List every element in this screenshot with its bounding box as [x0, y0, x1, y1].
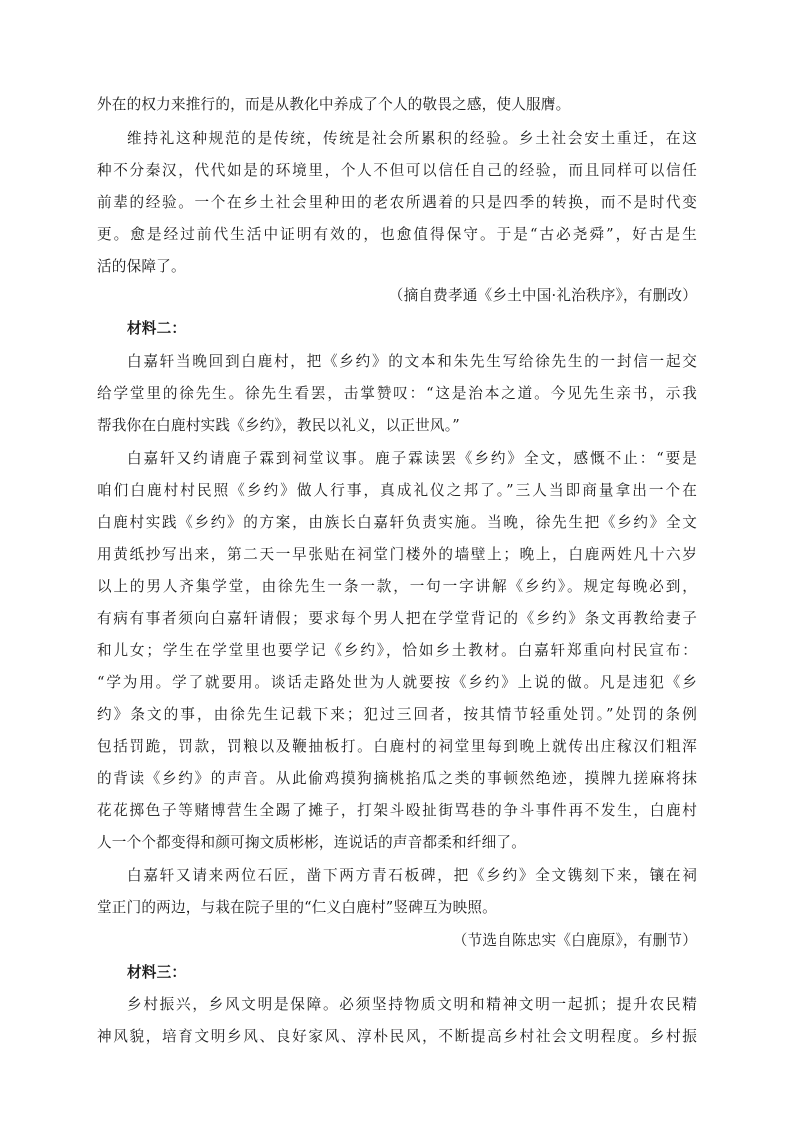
text-line: 帮我你在白鹿村实践《乡约》，教民以礼义，以正世风。”: [97, 417, 460, 434]
text-line: 有病有事者须向白嘉轩请假；要求每个男人把在学堂背记的《乡约》条文再教给妻子: [97, 610, 697, 627]
text-line: 白嘉轩当晚回到白鹿村，把《乡约》的文本和朱先生写给徐先生的一封信一起交: [127, 353, 697, 370]
text-line: 外在的权力来推行的，而是从教化中养成了个人的敬畏之感，使人服膺。: [97, 96, 571, 113]
source-citation: （节选自陈忠实《白鹿原》，有删节）: [452, 932, 697, 949]
section-heading: 材料二：: [127, 320, 187, 337]
text-line: 白鹿村实践《乡约》的方案，由族长白嘉轩负责实施。当晚，徐先生把《乡约》全文: [97, 514, 697, 531]
text-line: 活的保障了。: [97, 258, 186, 275]
text-line: 咱们白鹿村村民照《乡约》做人行事，真成礼仪之邦了。”三人当即商量拿出一个在: [97, 482, 697, 499]
text-line: 维持礼这种规范的是传统，传统是社会所累积的经验。乡土社会安土重迁，在这: [127, 130, 697, 147]
text-line: 种不分秦汉，代代如是的环境里，个人不但可以信任自己的经验，而且同样可以信任: [97, 162, 697, 179]
section-heading: 材料三：: [127, 964, 187, 981]
text-line: 用黄纸抄写出来，第二天一早张贴在祠堂门楼外的墙壁上；晚上，白鹿两姓凡十六岁: [97, 546, 697, 563]
text-line: 包括罚跪，罚款，罚粮以及鞭抽板打。白鹿村的祠堂里每到晚上就传出庄稼汉们粗浑: [97, 738, 697, 755]
text-line: 更。愈是经过前代生活中证明有效的，也愈值得保守。于是“古必尧舜”，好古是生: [97, 226, 697, 243]
text-line: 神风貌，培育文明乡风、良好家风、淳朴民风，不断提高乡村社会文明程度。乡村振: [97, 1028, 697, 1045]
text-line: 花花掷色子等赌博营生全踢了摊子，打架斗殴扯街骂巷的争斗事件再不发生，白鹿村: [97, 802, 697, 819]
source-citation: （摘自费孝通《乡土中国·礼治秩序》，有删改）: [388, 287, 697, 304]
text-line: 约》条文的事，由徐先生记载下来；犯过三回者，按其情节轻重处罚。”处罚的条例: [97, 706, 697, 723]
text-line: 乡村振兴，乡风文明是保障。必须坚持物质文明和精神文明一起抓；提升农民精: [127, 996, 697, 1013]
text-line: 以上的男人齐集学堂，由徐先生一条一款，一句一字讲解《乡约》。规定每晚必到，: [97, 578, 697, 595]
text-line: 人一个个都变得和颜可掬文质彬彬，连说话的声音都柔和纤细了。: [97, 834, 527, 851]
text-line: “学为用。学了就要用。谈话走路处世为人就要按《乡约》上说的做。凡是违犯《乡: [97, 674, 697, 691]
text-line: 白嘉轩又约请鹿子霖到祠堂议事。鹿子霖读罢《乡约》全文，感慨不止：“要是: [127, 450, 697, 467]
text-line: 和儿女；学生在学堂里也要学记《乡约》，恰如乡土教材。白嘉轩郑重向村民宣布：: [97, 642, 697, 659]
text-line: 前辈的经验。一个在乡土社会里种田的老农所遇着的只是四季的转换，而不是时代变: [97, 194, 697, 211]
text-line: 堂正门的两边，与栽在院子里的“仁义白鹿村”竖碑互为映照。: [97, 899, 497, 916]
text-line: 白嘉轩又请来两位石匠，凿下两方青石板碑，把《乡约》全文镌刻下来，镶在祠: [127, 867, 697, 884]
text-line: 给学堂里的徐先生。徐先生看罢，击掌赞叹：“这是治本之道。今见先生亲书，示我: [97, 385, 697, 402]
text-line: 的背读《乡约》的声音。从此偷鸡摸狗摘桃掐瓜之类的事顿然绝迹，摸牌九搓麻将抹: [97, 770, 697, 787]
